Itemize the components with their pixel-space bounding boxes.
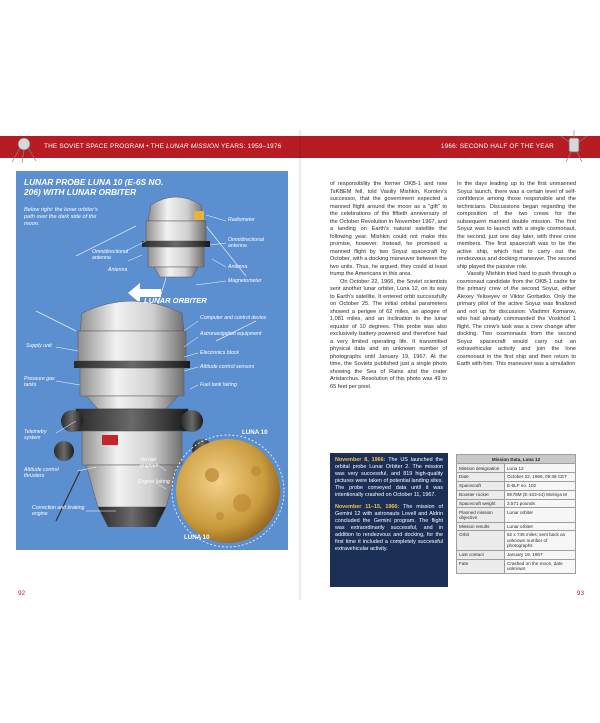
running-header-right: 1966: SECOND HALF OF THE YEAR [440, 143, 554, 150]
moon-graphic [176, 439, 280, 543]
table-row: Booster rocket 8K78M (E-103-44) Molniya M [457, 490, 576, 499]
label-omni-antenna-right: Omnidirectional antenna [228, 237, 265, 249]
label-luna10-top: LUNA 10 [242, 429, 268, 436]
page-number-left: 92 [18, 590, 26, 597]
illustration-title: LUNAR PROBE LUNA 10 (E-6S NO. 206) WITH LUNAR ORBITER [24, 177, 164, 197]
label-attitude-thrusters: Attitude control thrusters [24, 467, 59, 479]
text-column-1 [330, 181, 447, 391]
table-row: Mission results Lunar orbiter [457, 522, 576, 531]
timeline-box [330, 453, 448, 587]
label-supply-unit: Supply unit [26, 343, 52, 349]
label-luna10-bottom: LUNA 10 [184, 534, 210, 541]
luna10-illustration [16, 171, 288, 550]
table-title: Mission Data, Luna 12 [457, 455, 576, 464]
label-electronics: Electronics block [200, 350, 239, 356]
book-gutter [298, 130, 302, 600]
running-header-left: THE SOVIET SPACE PROGRAM • THE LUNAR MISSION YEARS: 1959–1976 [44, 143, 282, 150]
paragraph: of responsibility the former OKB-1 and now TsKBEM fell, told Vasiliy Mishkin, Korolev's successor, that the government expected a manned flight around the moon as a "gift" to the celebrations of the fiftieth anniversary of the October Revolution in November 1967, and a landing on Earth's natural satellite the following year. Mishkin could not make this promise, however. Instead, he promised a manned flight by two Soyuz spacecraft by October, with a docking maneuver between the two units. Thus, he argued, they could at least trump the Americans in this area. [330, 181, 447, 277]
table-row: Planned mission objective Lunar orbiter [457, 508, 576, 522]
table-row: Spacecraft E-6LF no. 102 [457, 481, 576, 490]
label-antenna-right: Antenna [228, 264, 248, 270]
paragraph: Vassily Mishkin tried hard to push through a cosmonaut candidate from the OKB-1 cadre for the primary crew of the second Soyuz, either Alexey Yeliseyev or Viktor Gorbatko. Only the primary pilot of the active Soyuz was finalized and not up for discussion: Vladimir Komarov, who had already commanded the Voskhod 1 flight. The crew's task was a crew change after docking. Two cosmonauts from the second Soyuz spacecraft would carry out an extravehicular activity and join the lone cosmonaut in the first ship and then return to Earth with him. This maneuver was a simulation [457, 271, 576, 367]
timeline-entry: November 8, 1966: The US launched the orbital probe Lunar Orbiter 2. The mission was very successful, and 819 high-quality pictures were taken of potential landing sites. The probe conveyed data until it was intentionally crashed on October 11, 1967. [335, 457, 443, 499]
label-pressure-tanks: Pressure gas tanks [24, 376, 55, 388]
illustration-caption: Below right: the lunar orbiter's path over the dark side of the moon. [24, 207, 98, 227]
table-row: Last contact January 19, 1967 [457, 550, 576, 559]
mission-data-table [456, 454, 576, 574]
label-antenna-left: Antenna [108, 267, 128, 273]
label-magnetometer: Magnetometer [228, 278, 262, 284]
label-astronavigation: Astronavigation equipment [200, 331, 262, 337]
label-telemetry: Telemetry system [24, 429, 47, 441]
sputnik-icon [10, 128, 38, 164]
table-row: Orbit 62 x 745 miles; sent back an unknown number of photographs [457, 531, 576, 551]
label-vernier-engines: Vernier engines [140, 457, 159, 469]
label-computer: Computer and control device [200, 315, 267, 321]
table-row: Fate Crashed on the moon, date unknown [457, 559, 576, 573]
label-correction-engine: Correction and braking engine [32, 505, 85, 517]
paragraph: In the days leading up to the first unmanned Soyuz launch, there was a certain level of self-confidence among those responsible and the technicians. Discussions began regarding the composition of the two crews for the subsequent manned double mission. The first Soyuz was to launch with a single cosmonaut, the second, just one day later, with three crew members. The first spacecraft was to be the active ship, which had to carry out the rendezvous and docking maneuver. The second ship played the passive role. [457, 181, 576, 270]
label-attitude-sensors: Attitude control sensors [200, 364, 255, 370]
label-engine-fairing: Engine fairing [138, 479, 170, 485]
page-number-right: 93 [576, 590, 584, 597]
label-omni-antenna-left: Omnidirectional antenna [92, 249, 129, 261]
table-row: Mission designation Luna 12 [457, 464, 576, 473]
timeline-entry: November 11–15, 1966: The mission of Gemini 12 with astronauts Lovell and Aldrin concluded the Gemini program. The flight was extraordinarily successful, and in addition to rendezvous and docking, for the first time it included a completely successful extravehicular activity. [335, 503, 443, 553]
table-row: Spacecraft weight 3,571 pounds [457, 499, 576, 508]
label-fuel-tank-fairing: Fuel tank fairing [200, 382, 237, 388]
label-radiometer: Radiometer [228, 217, 255, 223]
luna-probe-icon [560, 128, 588, 164]
paragraph: On October 22, 1966, the Soviet scientists sent another lunar orbiter, Luna 12, on its way to Earth's satellite. It entered orbit successfully on October 25. The initial orbital parameters showed a perigee of 62 miles, an apogee of 1,081 miles, and an inclination to the lunar equator of 10 degrees. This probe was also exclusively battery powered and therefore had a very limited operating life. It transmitted physical data and an unknown number of photographs until January 19, 1967. At the time, the Soviets published just a single photo showing the Sea of Rains and the crater Aristarchus. Resolution of this photo was 49 to 65 feet per pixel. [330, 278, 447, 390]
text-column-2 [457, 181, 576, 369]
table-row: Date October 22, 1966, 09:38 CET [457, 473, 576, 482]
lunar-orbiter-label: LUNAR ORBITER [144, 296, 207, 305]
